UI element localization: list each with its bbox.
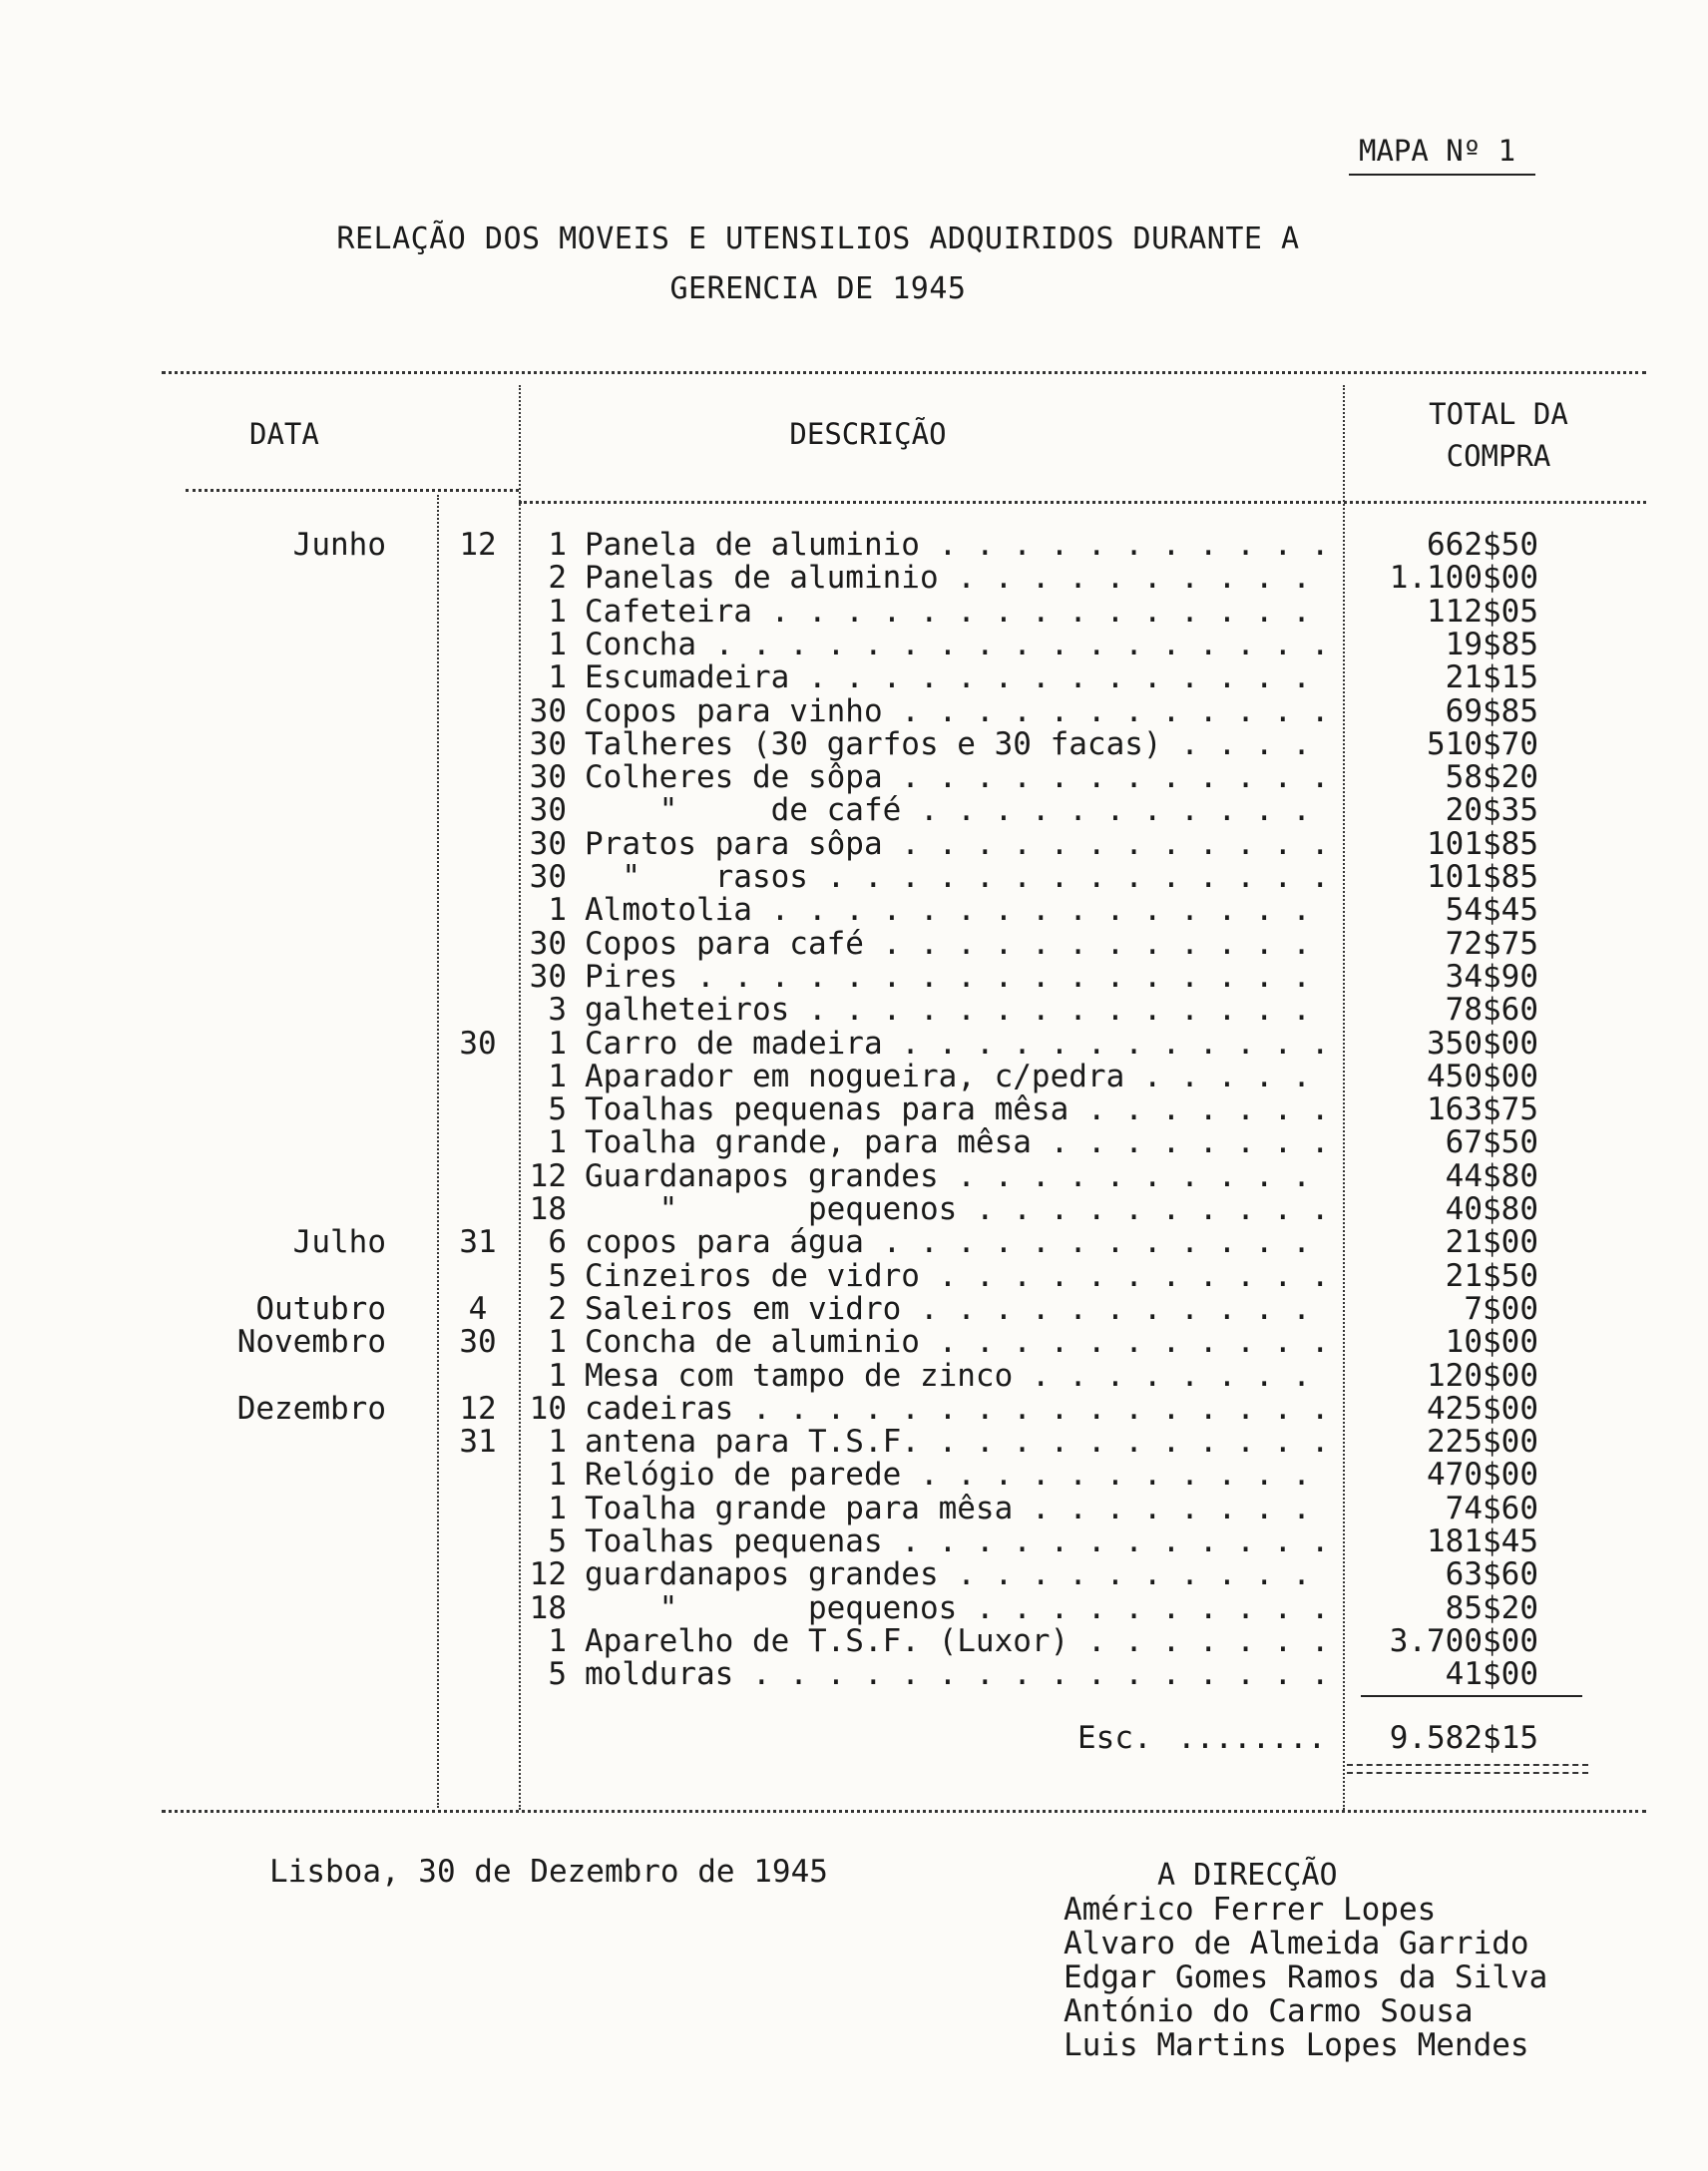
table-row xyxy=(0,562,1708,595)
table-row xyxy=(0,1326,1708,1359)
row-quantity: 5 xyxy=(548,1091,567,1128)
row-amount: 58$20 xyxy=(1445,759,1538,796)
row-description: Toalhas pequenas . . . xyxy=(585,1525,1335,1558)
row-quantity: 2 xyxy=(548,1290,567,1327)
row-amount: 120$00 xyxy=(1427,1357,1538,1394)
row-amount: 74$60 xyxy=(1445,1490,1538,1526)
row-day: 4 xyxy=(468,1290,488,1327)
row-description: Relógio de parede . . . xyxy=(585,1459,1335,1492)
total-double-rule-1 xyxy=(1347,1764,1588,1766)
row-quantity: 5 xyxy=(548,1523,567,1559)
row-month: Novembro xyxy=(236,1324,386,1361)
row-quantity: 12 xyxy=(529,1157,567,1194)
map-reference: MAPA Nº 1 xyxy=(1349,134,1535,176)
table-row xyxy=(0,1490,1708,1526)
row-description: cadeiras . . . xyxy=(585,1393,1335,1426)
row-amount: 21$50 xyxy=(1445,1257,1538,1294)
grand-total: 9.582$15 xyxy=(1389,1720,1538,1756)
row-quantity: 6 xyxy=(548,1224,567,1261)
row-quantity: 30 xyxy=(529,725,567,762)
table-row xyxy=(0,529,1708,562)
row-amount: 69$85 xyxy=(1445,692,1538,729)
row-amount: 85$20 xyxy=(1445,1589,1538,1626)
row-description: galheteiros . . . xyxy=(585,994,1335,1027)
row-quantity: 5 xyxy=(548,1257,567,1294)
row-description: Aparador em nogueira, c/pedra . . . xyxy=(585,1061,1335,1093)
table-row xyxy=(0,861,1708,894)
document-title-line-2: GERENCIA DE 1945 xyxy=(669,271,967,306)
row-description: Aparelho de T.S.F. (Luxor) . . . xyxy=(585,1625,1335,1658)
table-row xyxy=(0,925,1708,962)
row-amount: 72$75 xyxy=(1445,925,1538,962)
row-amount: 21$15 xyxy=(1445,659,1538,696)
sum-rule xyxy=(1361,1695,1582,1697)
column-header-total-line-2: COMPRA xyxy=(1446,439,1551,473)
row-description: guardanapos grandes . . . xyxy=(585,1558,1335,1591)
table-row xyxy=(0,1357,1708,1394)
table-row xyxy=(0,761,1708,794)
document-title-line-1: RELAÇÃO DOS MOVEIS E UTENSILIOS ADQUIRIDOS DURANTE A xyxy=(336,221,1300,256)
row-quantity: 1 xyxy=(548,1622,567,1659)
row-description: Toalhas pequenas para mêsa . . . xyxy=(585,1093,1335,1126)
table-row xyxy=(0,1622,1708,1659)
row-day: 31 xyxy=(459,1424,497,1461)
table-row xyxy=(0,1390,1708,1427)
row-amount: 67$50 xyxy=(1445,1124,1538,1161)
row-month: Julho xyxy=(292,1224,386,1261)
row-quantity: 18 xyxy=(529,1191,567,1227)
table-row xyxy=(0,994,1708,1027)
row-description: antena para T.S.F. . . . xyxy=(585,1426,1335,1459)
row-quantity: 1 xyxy=(548,1058,567,1094)
column-header-date: DATA xyxy=(249,417,319,451)
row-description: Toalha grande para mêsa . . . xyxy=(585,1493,1335,1525)
row-month: Outubro xyxy=(255,1290,386,1327)
row-amount: 510$70 xyxy=(1427,725,1538,762)
row-description: Cinzeiros de vidro . . . xyxy=(585,1260,1335,1293)
table-row xyxy=(0,1226,1708,1259)
row-amount: 101$85 xyxy=(1427,859,1538,895)
total-leader-dots: ........ xyxy=(1177,1720,1327,1756)
column-header-description: DESCRIÇÃO xyxy=(789,417,947,451)
table-top-rule xyxy=(162,371,1646,374)
row-amount: 225$00 xyxy=(1427,1424,1538,1461)
row-description: Saleiros em vidro . . . xyxy=(585,1293,1335,1326)
row-amount: 21$00 xyxy=(1445,1224,1538,1261)
row-quantity: 1 xyxy=(548,593,567,630)
table-row xyxy=(0,1558,1708,1591)
row-amount: 10$00 xyxy=(1445,1324,1538,1361)
row-quantity: 1 xyxy=(548,1457,567,1494)
table-row xyxy=(0,725,1708,762)
column-header-total-line-1: TOTAL DA xyxy=(1429,397,1568,431)
header-bottom-rule-right xyxy=(519,501,1646,504)
row-description: Guardanapos grandes . . . xyxy=(585,1160,1335,1193)
row-month: Dezembro xyxy=(236,1390,386,1427)
total-double-rule-2 xyxy=(1347,1772,1588,1774)
row-description: Concha . . . xyxy=(585,629,1335,661)
row-description: Toalha grande, para mêsa . . . xyxy=(585,1126,1335,1159)
row-day: 30 xyxy=(459,1324,497,1361)
row-description: Pratos para sôpa . . . xyxy=(585,828,1335,861)
table-row xyxy=(0,1426,1708,1459)
table-row xyxy=(0,794,1708,827)
row-amount: 181$45 xyxy=(1427,1523,1538,1559)
row-description: Escumadeira . . . xyxy=(585,661,1335,694)
row-amount: 54$45 xyxy=(1445,892,1538,929)
table-row xyxy=(0,626,1708,662)
table-row xyxy=(0,1459,1708,1492)
row-description: molduras . . . xyxy=(585,1658,1335,1691)
row-quantity: 1 xyxy=(548,1025,567,1062)
table-bottom-rule xyxy=(162,1810,1646,1813)
row-quantity: 30 xyxy=(529,859,567,895)
row-amount: 350$00 xyxy=(1427,1025,1538,1062)
row-description: Pires . . . xyxy=(585,961,1335,994)
row-amount: 112$05 xyxy=(1427,593,1538,630)
row-amount: 101$85 xyxy=(1427,825,1538,862)
row-quantity: 30 xyxy=(529,792,567,829)
row-amount: 1.100$00 xyxy=(1389,560,1538,597)
row-amount: 662$50 xyxy=(1427,527,1538,563)
row-quantity: 30 xyxy=(529,925,567,962)
row-amount: 3.700$00 xyxy=(1389,1622,1538,1659)
table-row xyxy=(0,1126,1708,1159)
row-day: 30 xyxy=(459,1025,497,1062)
row-description: Panela de aluminio . . . xyxy=(585,529,1335,562)
row-description: " pequenos . . . xyxy=(585,1193,1335,1226)
row-quantity: 1 xyxy=(548,1124,567,1161)
row-description: Cafeteira . . . xyxy=(585,596,1335,629)
row-amount: 63$60 xyxy=(1445,1556,1538,1593)
row-quantity: 18 xyxy=(529,1589,567,1626)
row-day: 12 xyxy=(459,1390,497,1427)
row-quantity: 2 xyxy=(548,560,567,597)
row-amount: 470$00 xyxy=(1427,1457,1538,1494)
signatory-name: Américo Ferrer Lopes xyxy=(1064,1892,1437,1928)
row-amount: 20$35 xyxy=(1445,792,1538,829)
table-row xyxy=(0,958,1708,995)
row-description: Almotolia . . . xyxy=(585,894,1335,927)
row-amount: 19$85 xyxy=(1445,626,1538,662)
row-description: Talheres (30 garfos e 30 facas) . . . xyxy=(585,728,1335,761)
row-description: " de café . . . xyxy=(585,794,1335,827)
row-day: 12 xyxy=(459,527,497,563)
row-quantity: 30 xyxy=(529,825,567,862)
row-quantity: 5 xyxy=(548,1656,567,1693)
row-amount: 78$60 xyxy=(1445,992,1538,1029)
signatory-name: António do Carmo Sousa xyxy=(1064,1993,1474,2029)
row-quantity: 1 xyxy=(548,659,567,696)
table-row xyxy=(0,1058,1708,1094)
table-row xyxy=(0,1290,1708,1327)
table-row xyxy=(0,1193,1708,1226)
table-row xyxy=(0,1589,1708,1626)
signatory-name: Luis Martins Lopes Mendes xyxy=(1064,2027,1529,2063)
table-row xyxy=(0,1157,1708,1194)
row-description: " pequenos . . . xyxy=(585,1592,1335,1625)
row-description: Carro de madeira . . . xyxy=(585,1028,1335,1061)
row-description: " rasos . . . xyxy=(585,861,1335,894)
column-header-total xyxy=(1369,393,1628,477)
signatory-name: Alvaro de Almeida Garrido xyxy=(1064,1926,1529,1961)
row-quantity: 1 xyxy=(548,1490,567,1526)
table-row xyxy=(0,825,1708,862)
row-description: copos para água . . . xyxy=(585,1226,1335,1259)
header-bottom-rule-left xyxy=(186,489,519,492)
table-row xyxy=(0,661,1708,694)
row-description: Copos para vinho . . . xyxy=(585,695,1335,728)
row-amount: 44$80 xyxy=(1445,1157,1538,1194)
row-description: Copos para café . . . xyxy=(585,928,1335,961)
row-day: 31 xyxy=(459,1224,497,1261)
row-description: Panelas de aluminio . . . xyxy=(585,562,1335,595)
direction-title: A DIRECÇÃO xyxy=(1157,1858,1338,1893)
row-amount: 450$00 xyxy=(1427,1058,1538,1094)
row-quantity: 30 xyxy=(529,958,567,995)
row-amount: 41$00 xyxy=(1445,1656,1538,1693)
table-row xyxy=(0,894,1708,927)
total-label: Esc. xyxy=(1077,1720,1152,1756)
row-description: Colheres de sôpa . . . xyxy=(585,761,1335,794)
row-quantity: 30 xyxy=(529,759,567,796)
row-description: Concha de aluminio . . . xyxy=(585,1326,1335,1359)
row-quantity: 1 xyxy=(548,626,567,662)
row-quantity: 12 xyxy=(529,1556,567,1593)
row-quantity: 1 xyxy=(548,1324,567,1361)
row-month: Junho xyxy=(292,527,386,563)
row-quantity: 1 xyxy=(548,1357,567,1394)
row-quantity: 3 xyxy=(548,992,567,1029)
table-row xyxy=(0,1025,1708,1062)
row-amount: 40$80 xyxy=(1445,1191,1538,1227)
row-quantity: 1 xyxy=(548,527,567,563)
row-amount: 7$00 xyxy=(1464,1290,1538,1327)
row-quantity: 1 xyxy=(548,892,567,929)
row-quantity: 1 xyxy=(548,1424,567,1461)
row-amount: 163$75 xyxy=(1427,1091,1538,1128)
row-amount: 34$90 xyxy=(1445,958,1538,995)
table-row xyxy=(0,1257,1708,1294)
table-row xyxy=(0,1525,1708,1558)
signatory-name: Edgar Gomes Ramos da Silva xyxy=(1064,1959,1548,1995)
table-row xyxy=(0,692,1708,729)
table-row xyxy=(0,1658,1708,1691)
table-row xyxy=(0,593,1708,630)
row-quantity: 30 xyxy=(529,692,567,729)
row-description: Mesa com tampo de zinco . . . xyxy=(585,1360,1335,1393)
row-quantity: 10 xyxy=(529,1390,567,1427)
row-amount: 425$00 xyxy=(1427,1390,1538,1427)
place-and-date: Lisboa, 30 de Dezembro de 1945 xyxy=(269,1854,828,1890)
table-row xyxy=(0,1093,1708,1126)
